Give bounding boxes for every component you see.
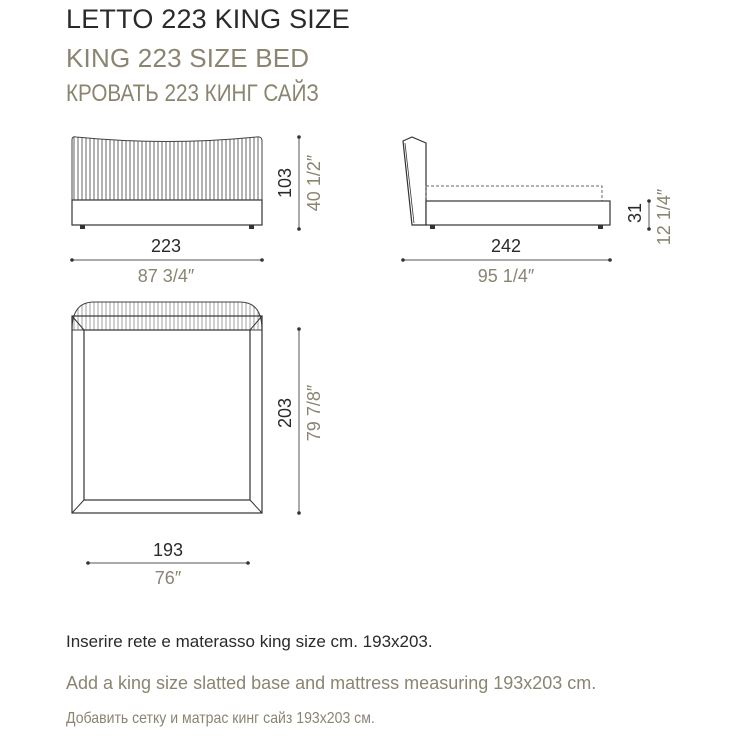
side-height-in: 12 1/4″: [654, 188, 674, 246]
top-width-cm: 193: [152, 540, 184, 560]
front-foot-left: [80, 225, 85, 229]
top-width-in: 76″: [154, 568, 182, 588]
note-english: Add a king size slatted base and mattress measuring 193x203 cm.: [66, 673, 597, 693]
title-italian: LETTO 223 KING SIZE: [66, 4, 350, 34]
front-width-cm: 223: [150, 236, 182, 256]
note-russian: Добавить сетку и матрас кинг сайз 193x203 см.: [66, 710, 375, 727]
top-frame-outer: [72, 316, 262, 513]
side-view: [401, 137, 674, 286]
side-base: [426, 201, 610, 225]
side-height-cm: 31: [625, 202, 645, 224]
top-view: [72, 302, 324, 588]
top-length-cm: 203: [275, 397, 295, 429]
side-headboard: [403, 137, 426, 225]
title-russian: КРОВАТЬ 223 КИНГ САЙЗ: [66, 80, 319, 107]
front-height-in: 40 1/2″: [304, 154, 324, 212]
side-foot-left: [430, 225, 435, 229]
front-foot-right: [249, 225, 254, 229]
top-frame-inner: [84, 330, 250, 500]
front-height-cm: 103: [275, 167, 295, 199]
side-length-cm: 242: [490, 236, 522, 256]
front-headboard: [72, 137, 262, 200]
front-view: [70, 135, 324, 286]
side-mattress: [426, 186, 602, 201]
top-length-in: 79 7/8″: [304, 384, 324, 442]
title-english: KING 223 SIZE BED: [66, 43, 310, 73]
front-base: [72, 200, 262, 225]
note-italian: Inserire rete e materasso king size cm. 193x203.: [66, 632, 433, 651]
front-width-in: 87 3/4″: [137, 266, 195, 286]
side-length-in: 95 1/4″: [477, 266, 535, 286]
side-foot-right: [598, 225, 603, 229]
